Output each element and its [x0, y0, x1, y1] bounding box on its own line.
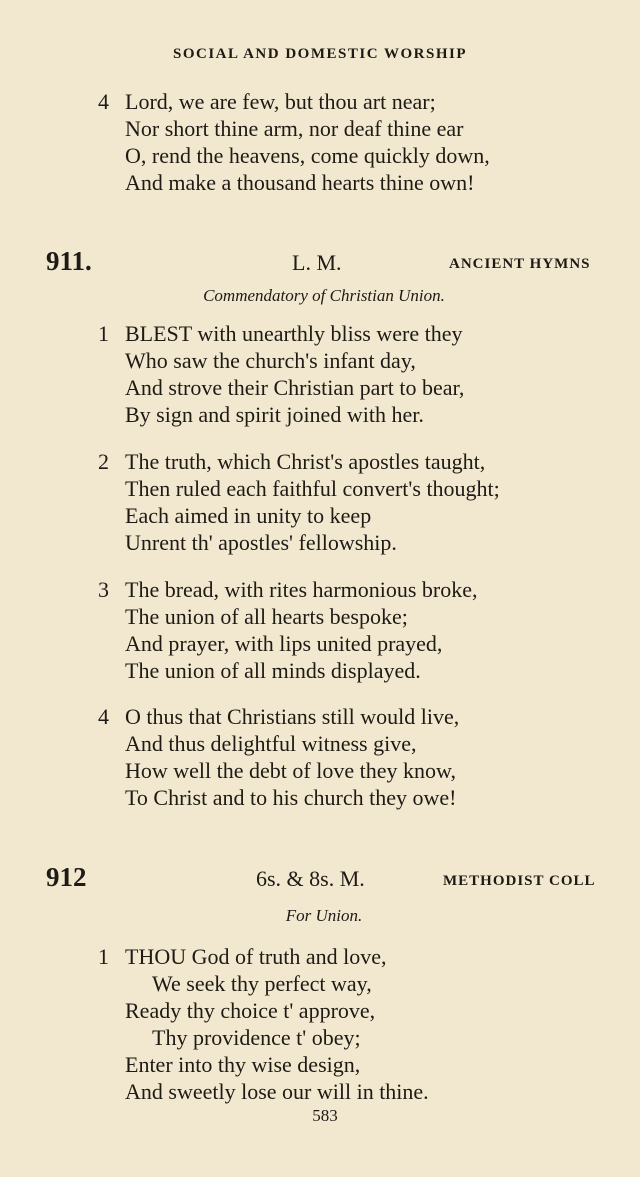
- stanza-line: Ready thy choice t' approve,: [125, 998, 376, 1023]
- hymn-meter: L. M.: [292, 250, 342, 275]
- stanza-line: And strove their Christian part to bear,: [125, 375, 465, 400]
- stanza-line: And sweetly lose our will in thine.: [125, 1079, 429, 1104]
- page-number: 583: [312, 1106, 338, 1125]
- stanza-line: We seek thy perfect way,: [152, 971, 372, 996]
- stanza-number: 4: [98, 89, 109, 114]
- hymn-source: ANCIENT HYMNS: [449, 256, 591, 272]
- hymn-number: 912: [46, 862, 87, 892]
- stanza-line: And make a thousand hearts thine own!: [125, 170, 475, 195]
- stanza-line: 2 The truth, which Christ's apostles taught,: [98, 449, 486, 474]
- stanza-line: To Christ and to his church they owe!: [125, 785, 457, 810]
- stanza-line: Then ruled each faithful convert's thought;: [125, 476, 500, 501]
- hymn-meter: 6s. & 8s. M.: [256, 866, 365, 891]
- stanza-number: 1: [98, 321, 109, 346]
- stanza: [98, 576, 478, 684]
- hymn-number: 911.: [46, 246, 92, 276]
- stanza-number: 3: [98, 577, 109, 602]
- stanza-line: Nor short thine arm, nor deaf thine ear: [125, 116, 464, 141]
- stanza-line: 1 THOU God of truth and love,: [98, 944, 387, 969]
- stanza-line: Who saw the church's infant day,: [125, 348, 416, 373]
- stanza-line: 1 BLEST with unearthly bliss were they: [98, 321, 463, 346]
- hymn-source: METHODIST COLL: [443, 873, 596, 889]
- stanza-line: How well the debt of love they know,: [125, 758, 456, 783]
- stanza: [98, 703, 459, 811]
- stanza: [98, 943, 429, 1105]
- stanza-line: 4 O thus that Christians still would live,: [98, 704, 460, 729]
- stanza-number: 2: [98, 449, 109, 474]
- stanza-line: The union of all minds displayed.: [125, 658, 421, 683]
- stanza-line: 3 The bread, with rites harmonious broke,: [98, 577, 478, 602]
- stanza-line: The union of all hearts bespoke;: [125, 604, 408, 629]
- stanza-line: Each aimed in unity to keep: [125, 503, 372, 528]
- continued-stanza: [98, 88, 490, 196]
- stanza-line: 4 Lord, we are few, but thou art near;: [98, 89, 436, 114]
- stanza-line: By sign and spirit joined with her.: [125, 402, 424, 427]
- stanza: [98, 448, 500, 556]
- hymn-subtitle: Commendatory of Christian Union.: [203, 286, 445, 305]
- stanza: [98, 320, 464, 428]
- stanza-line: And prayer, with lips united prayed,: [125, 631, 443, 656]
- stanza-line: Unrent th' apostles' fellowship.: [125, 530, 397, 555]
- stanza-line: Enter into thy wise design,: [125, 1052, 361, 1077]
- stanza-line: And thus delightful witness give,: [125, 731, 417, 756]
- stanza-number: 1: [98, 944, 109, 969]
- hymn-subtitle: For Union.: [285, 906, 363, 925]
- stanza-line: O, rend the heavens, come quickly down,: [125, 143, 490, 168]
- stanza-line: Thy providence t' obey;: [152, 1025, 361, 1050]
- stanza-number: 4: [98, 704, 109, 729]
- running-head: SOCIAL AND DOMESTIC WORSHIP: [172, 46, 468, 62]
